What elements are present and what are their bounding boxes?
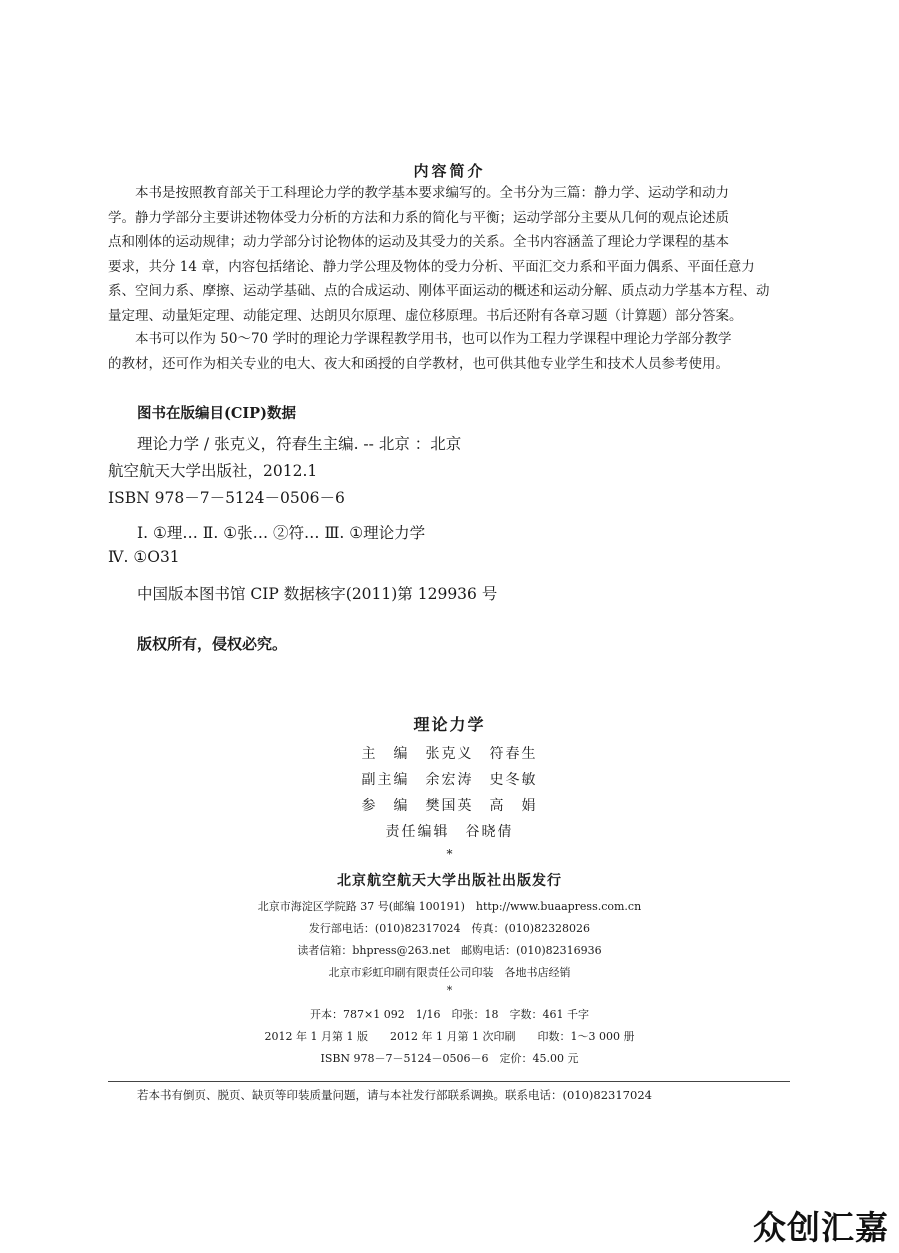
responsible-editor-credit: 责任编辑 谷晓倩: [385, 824, 514, 840]
intro-paragraph-2: [108, 327, 788, 376]
intro-line: 的教材，还可作为相关专业的电大、夜大和函授的自学教材，也可供其他专业学生和技术人员参考使用。: [108, 355, 729, 372]
watermark: 众创汇嘉: [753, 1208, 889, 1247]
footer-notice: 若本书有倒页、脱页、缺页等印装质量问题，请与本社发行部联系调换。联系电话：(010)82317024: [137, 1088, 652, 1102]
cip-heading: 图书在版编目(CIP)数据: [137, 405, 296, 422]
footer-divider: [108, 1081, 790, 1082]
intro-paragraph-1: [108, 181, 788, 328]
intro-line: 量定理、动量矩定理、动能定理、达朗贝尔原理、虚位移原理。书后还附有各章习题（计算题）部分答案。: [108, 307, 743, 324]
cip-line-2: 航空航天大学出版社，2012.1: [108, 462, 318, 480]
book-title: 理论力学: [413, 715, 486, 734]
publisher-mail: 读者信箱：bhpress@263.net 邮购电话：(010)82316936: [297, 944, 602, 957]
printer-line: 北京市彩虹印刷有限责任公司印装 各地书店经销: [328, 966, 571, 979]
publisher-phone: 发行部电话：(010)82317024 传真：(010)82328026: [308, 922, 591, 935]
intro-line: 本书可以作为 50～70 学时的理论力学课程教学用书，也可以作为工程力学课程中理论力学部分教学: [135, 331, 732, 347]
intro-line: 要求，共分 14 章，内容包括绪论、静力学公理及物体的受力分析、平面汇交力系和平面力偶系、平面任意力: [108, 258, 755, 275]
cip-line-5: Ⅳ. ①O31: [108, 548, 180, 566]
cip-line-1: 理论力学 / 张克义，符春生主编. -- 北京 ：北京: [137, 435, 462, 453]
intro-line: 系、空间力系、摩擦、运动学基础、点的合成运动、刚体平面运动的概述和运动分解、质点动力学基本方程、动: [108, 283, 770, 299]
cip-line-4: Ⅰ. ①理… Ⅱ. ①张… ②符… Ⅲ. ①理论力学: [137, 524, 426, 542]
isbn-price-line: ISBN 978－7－5124－0506－6 定价：45.00 元: [320, 1052, 579, 1065]
format-line: 开本：787×1 092 1/16 印张：18 字数：461 千字: [310, 1008, 589, 1021]
deputy-editor-credit: 副主编 余宏涛 史冬敏: [361, 772, 538, 788]
edition-line: 2012 年 1 月第 1 版 2012 年 1 月第 1 次印刷 印数：1～3 000 册: [264, 1030, 635, 1043]
publisher-address: 北京市海淀区学院路 37 号(邮编 100191) http://www.buaapress.com.cn: [257, 900, 642, 913]
cip-line-3: ISBN 978－7－5124－0506－6: [108, 489, 345, 507]
copyright-notice: 版权所有，侵权必究。: [137, 635, 288, 653]
contributors-credit: 参 编 樊国英 高 娟: [361, 798, 538, 814]
cip-line-6: 中国版本图书馆 CIP 数据核字(2011)第 129936 号: [137, 585, 498, 603]
intro-line: 学。静力学部分主要讲述物体受力分析的方法和力系的简化与平衡；运动学部分主要从几何的观点论述质: [108, 209, 729, 226]
separator-star: *: [446, 847, 453, 861]
separator-star: *: [446, 984, 453, 997]
publisher-line: 北京航空航天大学出版社出版发行: [337, 873, 562, 889]
intro-title: 内容简介: [413, 162, 486, 180]
intro-line: 本书是按照教育部关于工科理论力学的教学基本要求编写的。全书分为三篇：静力学、运动学和动力: [135, 185, 729, 201]
intro-line: 点和刚体的运动规律；动力学部分讨论物体的运动及其受力的关系。全书内容涵盖了理论力学课程的基本: [108, 234, 729, 250]
editor-credit: 主 编 张克义 符春生: [361, 746, 538, 762]
